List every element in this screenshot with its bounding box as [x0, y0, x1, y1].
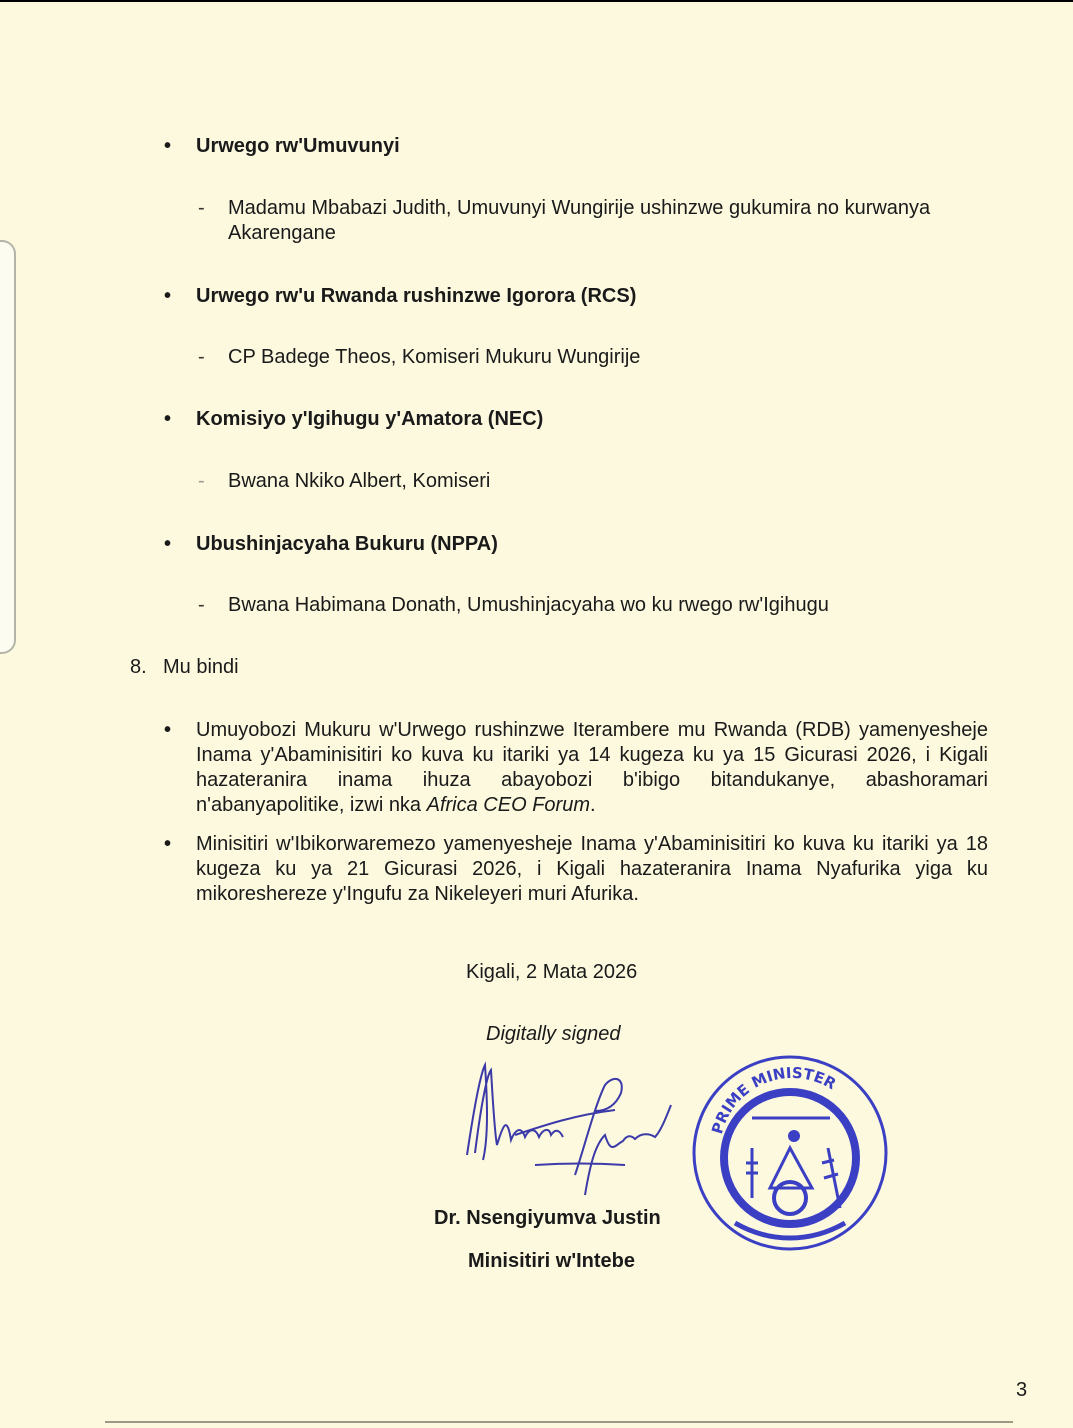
- paragraph-end: .: [589, 794, 596, 816]
- bullet-icon: •: [164, 408, 172, 430]
- paragraph: Minisitiri w'Ibikorwaremezo yamenyesheje Inama y'Abaminisitiri ko kuva ku itariki ya 18 kugeza ku ya 21 Gicurasi 2026, i Kigali hazateranira Inama Nyafurika yiga ku mikoreshereze y'Ingufu za Nikeleyeri muri Afurika.: [196, 833, 988, 905]
- place-date: Kigali, 2 Mata 2026: [466, 961, 638, 983]
- top-edge: [0, 0, 1073, 2]
- dash-icon: -: [198, 346, 205, 368]
- section-entry: Bwana Habimana Donath, Umushinjacyaha wo ku rwego rw'Igihugu: [228, 594, 829, 616]
- bullet-icon: •: [164, 285, 172, 307]
- seal-text: PRIME MINISTER: [708, 1063, 840, 1137]
- section-number: 8.: [130, 656, 147, 678]
- signature-stroke: [585, 1105, 671, 1195]
- sun-icon: [788, 1130, 800, 1142]
- side-panel-handle[interactable]: [0, 240, 16, 654]
- signatory-name: Dr. Nsengiyumva Justin: [434, 1207, 661, 1229]
- footer-divider: [105, 1421, 1013, 1423]
- signatory-role: Minisitiri w'Intebe: [468, 1250, 635, 1272]
- branch-icon: [822, 1148, 840, 1208]
- digital-signature-note: Digitally signed: [486, 1023, 621, 1045]
- signature-stroke: [515, 1079, 622, 1175]
- paragraph: [196, 718, 988, 818]
- tree-icon: [746, 1148, 758, 1198]
- section-title: Urwego rw'u Rwanda rushinzwe Igorora (RCS): [196, 285, 637, 307]
- dash-icon: -: [198, 594, 205, 616]
- section-title: Ubushinjacyaha Bukuru (NPPA): [196, 533, 498, 555]
- section-entry: Madamu Mbabazi Judith, Umuvunyi Wungirije ushinzwe gukumira no kurwanya Akarengane: [228, 197, 931, 244]
- bullet-icon: •: [164, 135, 172, 157]
- signature-stroke: [535, 1164, 625, 1166]
- bullet-icon: •: [164, 533, 172, 555]
- event-name: Africa CEO Forum: [426, 794, 590, 816]
- paragraph-text: Umuyobozi Mukuru w'Urwego rushinzwe Iterambere mu Rwanda (RDB) yamenyesheje Inama y'Abaminisitiri ko kuva ku itariki ya 14 kugeza ku ya 15 Gicurasi 2026, i Kigali hazateranira inama ihuza abayobozi b'ibigo bitandukanye, abashoramari n'abanyapolitike, izwi nka: [196, 719, 988, 816]
- section-entry: CP Badege Theos, Komiseri Mukuru Wungirije: [228, 346, 641, 368]
- section-title: Komisiyo y'Igihugu y'Amatora (NEC): [196, 408, 544, 430]
- section-title: Urwego rw'Umuvunyi: [196, 135, 400, 157]
- numbered-section-title: Mu bindi: [163, 656, 239, 678]
- signature-stroke: [467, 1065, 563, 1160]
- bullet-icon: •: [164, 833, 172, 855]
- dash-icon: -: [198, 470, 205, 492]
- bullet-icon: •: [164, 719, 172, 741]
- dash-icon: -: [198, 197, 205, 219]
- section-entry: Bwana Nkiko Albert, Komiseri: [228, 470, 491, 492]
- page-number: 3: [1016, 1379, 1028, 1401]
- handwritten-signature: [455, 1045, 695, 1205]
- seal-inner-ring: [724, 1092, 856, 1224]
- prime-minister-seal: [690, 1048, 890, 1258]
